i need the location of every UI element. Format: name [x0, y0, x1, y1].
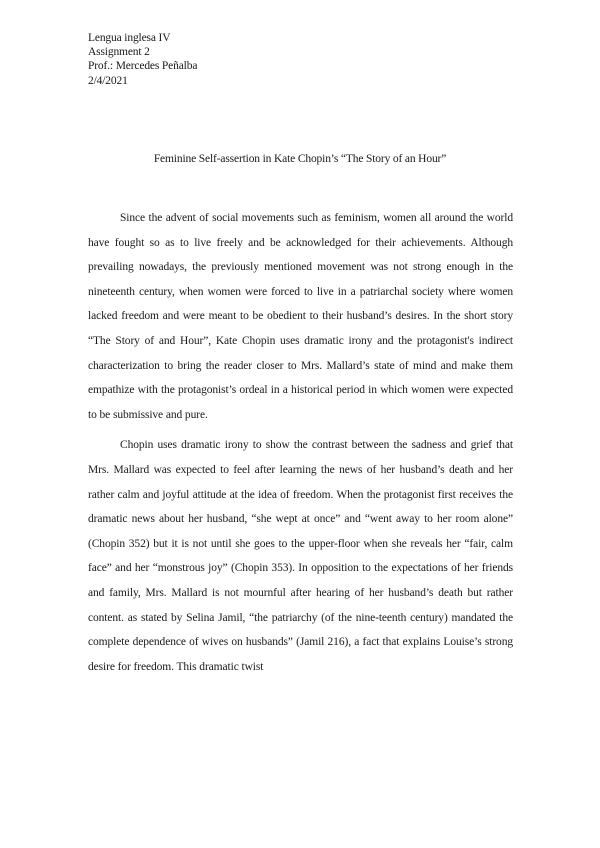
paragraph: Since the advent of social movements such as feminism, women all around the world have fought so as to live freely and be acknowledged for their achievements. Although prevailing nowadays, the previously mentioned movement was not strong enough in the nineteenth century, when women were forced to live in a patriarchal society where women lacked freedom and were meant to be obedient to their husband’s desires. In the short story “The Story of and Hour”, Kate Chopin uses dramatic irony and the protagonist's indirect characterization to bring the reader closer to Mrs. Mallard’s state of mind and make them empathize with the protagonist’s ordeal in a historical period in which women were expected to be submissive and pure. [88, 212, 513, 421]
assignment-number: Assignment 2 [88, 46, 150, 59]
paragraph: Chopin uses dramatic irony to show the contrast between the sadness and grief that Mrs. Mallard was expected to feel after learning the news of her husband’s death and her rather calm and joyful attitude at the idea of freedom. When the protagonist first receives the dramatic news about her husband, “she wept at once” and “went away to her room alone” (Chopin 352) but it is not until she goes to the upper-floor when she reveals her “fair, calm face” and her “monstrous joy” (Chopin 353). In opposition to the expectations of her friends and family, Mrs. Mallard is not mournful after hearing of her husband’s death but rather content. as stated by Selina Jamil, “the patriarchy (of the nine-teenth century) mandated the complete dependence of wives on husbands” (Jamil 216), a fact that explains Louise’s strong desire for freedom. This dramatic twist [88, 439, 513, 673]
course-name: Lengua inglesa IV [88, 32, 171, 44]
document-date: 2/4/2021 [88, 74, 128, 87]
document-header [88, 31, 197, 88]
professor-name: Prof.: Mercedes Peñalba [88, 60, 198, 73]
essay-title: Feminine Self-assertion in Kate Chopin’s “The Story of an Hour” [153, 153, 447, 165]
essay-body [88, 206, 513, 685]
